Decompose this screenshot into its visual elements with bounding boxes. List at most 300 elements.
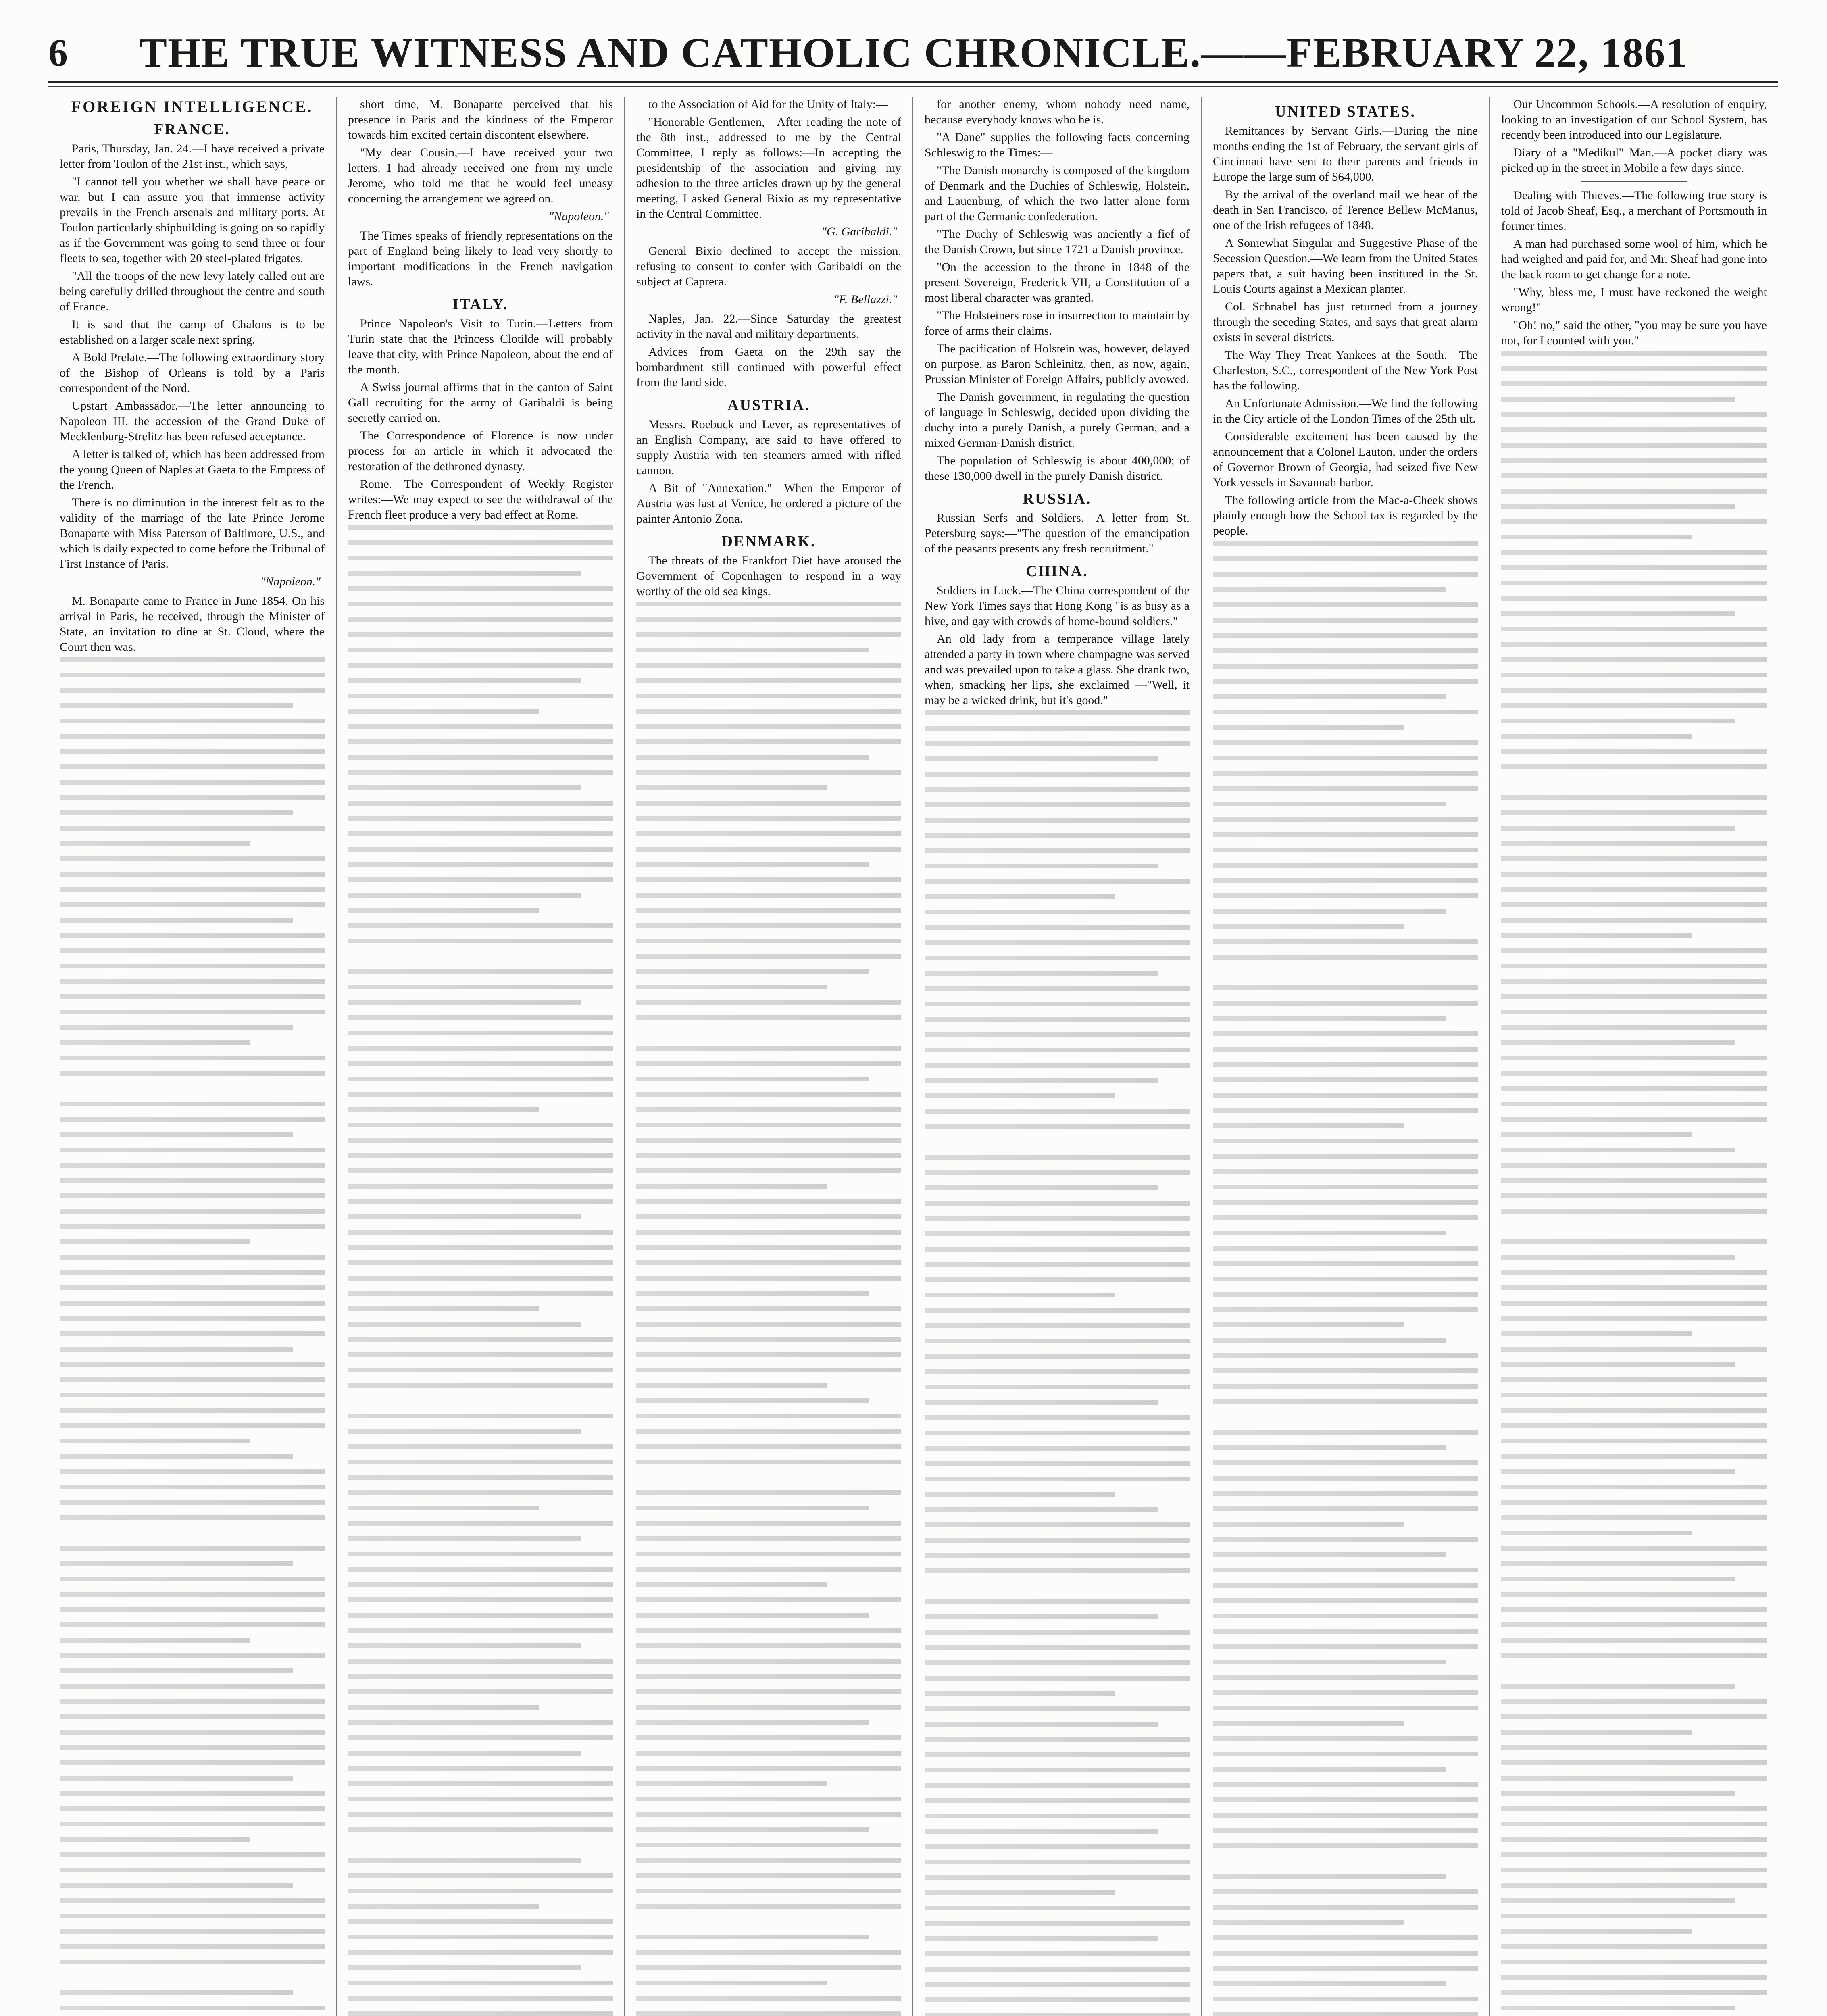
text-line bbox=[1501, 458, 1767, 463]
text-line bbox=[1501, 1944, 1767, 1949]
text-line bbox=[636, 1720, 869, 1725]
text-line bbox=[348, 1843, 613, 1847]
text-line bbox=[925, 1798, 1190, 1803]
text-line bbox=[636, 816, 901, 821]
text-line bbox=[1501, 1485, 1767, 1489]
text-line bbox=[1501, 810, 1767, 815]
article-paragraph: "Why, bless me, I must have reckoned the weight wrong!" bbox=[1501, 285, 1767, 314]
section-heading: FOREIGN INTELLIGENCE. bbox=[71, 98, 313, 116]
text-line bbox=[636, 1337, 901, 1342]
text-line bbox=[1213, 1874, 1446, 1879]
article-paragraph: to the Association of Aid for the Unity of Italy:— bbox=[648, 98, 888, 111]
text-line bbox=[60, 719, 325, 723]
text-line bbox=[636, 1352, 901, 1357]
text-line bbox=[348, 525, 613, 530]
text-line bbox=[1501, 1071, 1767, 1076]
column-5 bbox=[1202, 97, 1490, 2016]
text-line bbox=[1501, 872, 1767, 877]
text-line bbox=[348, 1352, 613, 1357]
text-line bbox=[925, 925, 1190, 930]
text-line bbox=[60, 1270, 325, 1275]
article-paragraph: "The Danish monarchy is composed of the kingdom of Denmark and the Duchies of Schleswig, Holstein, and Lauenburg, of which the two latter alone form part of the Germanic confederation. bbox=[925, 164, 1190, 223]
article-paragraph: The population of Schleswig is about 400,000; of these 130,000 dwell in the purely Danish district. bbox=[925, 454, 1190, 483]
text-line bbox=[348, 1245, 613, 1250]
text-line bbox=[1213, 2012, 1478, 2016]
column-divider-rule bbox=[1581, 181, 1687, 182]
text-line bbox=[348, 694, 613, 698]
text-line bbox=[1501, 1914, 1767, 1918]
text-line bbox=[925, 1982, 1190, 1987]
text-line bbox=[925, 1997, 1190, 2002]
text-line bbox=[348, 1628, 613, 1633]
text-line bbox=[1213, 1154, 1478, 1159]
text-line bbox=[1501, 1056, 1767, 1060]
text-line bbox=[1213, 1001, 1478, 1006]
text-line bbox=[60, 1255, 325, 1260]
text-line bbox=[1213, 1231, 1446, 1235]
text-line bbox=[925, 1752, 1190, 1757]
text-line bbox=[1501, 1224, 1767, 1229]
text-line bbox=[1501, 734, 1692, 739]
text-line bbox=[60, 1393, 325, 1397]
text-line bbox=[60, 964, 325, 968]
text-line bbox=[1213, 1966, 1478, 1971]
text-line bbox=[348, 1077, 613, 1081]
text-line bbox=[1501, 1515, 1767, 1520]
text-line bbox=[1213, 1460, 1478, 1465]
text-line bbox=[1501, 1239, 1767, 1244]
column-1 bbox=[48, 97, 337, 2016]
text-line bbox=[1213, 1322, 1404, 1327]
text-line bbox=[348, 954, 613, 959]
text-line bbox=[925, 1783, 1190, 1788]
article-paragraph: short time, M. Bonaparte perceived that his presence in Paris and the kindness of the Emperor towards him excited certain discontent elsewhere. bbox=[348, 98, 613, 142]
text-line bbox=[348, 1705, 539, 1710]
text-line bbox=[1213, 1353, 1478, 1358]
text-line bbox=[60, 703, 293, 708]
text-line bbox=[348, 1107, 539, 1112]
text-line bbox=[1213, 1261, 1478, 1266]
text-line bbox=[1501, 427, 1767, 432]
text-line bbox=[636, 801, 901, 806]
text-line bbox=[60, 841, 250, 846]
text-line bbox=[925, 1400, 1158, 1405]
text-line bbox=[636, 877, 901, 882]
article-paragraph: Remittances by Servant Girls.—During the nine months ending the 1st of February, the servant girls of Cincinnati have sent to their parents and friends in Europe the large sum of $64,000. bbox=[1213, 124, 1478, 183]
text-line bbox=[348, 1567, 613, 1572]
text-line bbox=[925, 1921, 1190, 1926]
article-paragraph: Prince Napoleon's Visit to Turin.—Letters from Turin state that the Princess Clotilde will probably leave that city, with Prince Napoleon, about the end of the month. bbox=[348, 317, 613, 376]
text-line bbox=[348, 1643, 581, 1648]
text-line bbox=[1501, 764, 1767, 769]
text-line bbox=[925, 1032, 1190, 1037]
article-paragraph: General Bixio declined to accept the mission, refusing to consent to confer with Garibaldi on the subject at Caprera. bbox=[636, 244, 901, 288]
text-line bbox=[60, 1316, 325, 1321]
text-line bbox=[348, 1260, 613, 1265]
text-line bbox=[348, 770, 613, 775]
text-line bbox=[925, 1768, 1190, 1772]
signature-line: "F. Bellazzi." bbox=[833, 293, 897, 306]
text-line bbox=[636, 694, 901, 698]
text-line bbox=[348, 1184, 613, 1189]
text-line bbox=[60, 764, 325, 769]
subsection-heading: FRANCE. bbox=[154, 121, 230, 138]
text-line bbox=[1501, 841, 1767, 846]
text-line bbox=[636, 1827, 869, 1832]
text-line bbox=[925, 1630, 1190, 1635]
text-line bbox=[925, 1522, 1190, 1527]
text-line bbox=[1501, 1454, 1767, 1459]
article-paragraph: Considerable excitement has been caused by the announcement that a Colonel Lauton, under the orders of Governor Brown of Georgia, had seized five New York vessels in Savannah harbor. bbox=[1213, 430, 1478, 489]
text-line bbox=[636, 1306, 901, 1311]
text-line bbox=[1501, 1622, 1767, 1627]
text-line bbox=[636, 1674, 901, 1679]
text-line bbox=[636, 770, 901, 775]
text-line bbox=[1501, 2006, 1735, 2010]
text-line bbox=[348, 739, 613, 744]
text-line bbox=[1501, 1868, 1767, 1872]
article-paragraph: Advices from Gaeta on the 29th say the bombardment still continued with powerful effect from the land side. bbox=[636, 345, 901, 389]
text-line bbox=[636, 1245, 901, 1250]
text-line bbox=[1213, 1736, 1478, 1741]
text-line bbox=[60, 1806, 325, 1811]
text-line bbox=[925, 1737, 1190, 1742]
text-line bbox=[348, 1659, 613, 1664]
header-rule-thin bbox=[48, 86, 1778, 87]
text-line bbox=[636, 739, 901, 744]
text-line bbox=[348, 1858, 581, 1863]
article-paragraph: The Danish government, in regulating the question of language in Schleswig, decided upon dividing the duchy into a purely Danish, a purely German, and a mixed German-Danish district. bbox=[925, 390, 1190, 450]
text-line bbox=[925, 1829, 1158, 1834]
text-line bbox=[348, 1935, 613, 1939]
text-line bbox=[60, 933, 325, 938]
text-line bbox=[636, 1214, 901, 1219]
text-line bbox=[60, 1117, 325, 1122]
article-paragraph: It is said that the camp of Chalons is to be established on a larger scale next spring. bbox=[60, 318, 325, 346]
text-line bbox=[60, 1837, 250, 1842]
text-line bbox=[636, 1429, 901, 1434]
subsection-heading: UNITED STATES. bbox=[1275, 103, 1416, 120]
text-line bbox=[60, 1102, 325, 1106]
text-line bbox=[1213, 1752, 1478, 1756]
text-line bbox=[60, 1668, 293, 1673]
text-line bbox=[60, 780, 325, 785]
text-line bbox=[1213, 1767, 1446, 1772]
text-line bbox=[1501, 964, 1767, 968]
text-line bbox=[1213, 878, 1478, 883]
text-line bbox=[348, 571, 581, 576]
text-line bbox=[925, 741, 1190, 746]
text-line bbox=[636, 1582, 827, 1587]
text-line bbox=[1213, 1522, 1404, 1527]
text-line bbox=[1213, 1292, 1478, 1297]
text-line bbox=[636, 1444, 901, 1449]
text-line bbox=[636, 1812, 901, 1817]
text-line bbox=[1213, 1920, 1404, 1925]
text-line bbox=[348, 1276, 613, 1281]
text-line bbox=[1213, 1399, 1478, 1404]
text-line bbox=[1501, 1500, 1767, 1505]
text-line bbox=[348, 1046, 613, 1051]
text-line bbox=[1501, 351, 1767, 356]
text-line bbox=[1501, 1806, 1767, 1811]
text-line bbox=[636, 1291, 869, 1296]
text-line bbox=[1501, 397, 1735, 402]
text-line bbox=[348, 724, 613, 729]
text-line bbox=[1213, 1644, 1478, 1649]
article-paragraph: The Way They Treat Yankees at the South.—The Charleston, S.C., correspondent of the New York Post has the following. bbox=[1213, 348, 1478, 392]
article-paragraph: Soldiers in Luck.—The China correspondent of the New York Times says that Hong Kong "is as busy as a hive, and gay with crowds of home-bound soldiers." bbox=[925, 584, 1190, 628]
text-line bbox=[925, 756, 1158, 761]
article-paragraph: The threats of the Frankfort Diet have aroused the Government of Copenhagen to respond in a way worthy of the old sea kings. bbox=[636, 554, 901, 598]
text-line bbox=[925, 1614, 1158, 1619]
text-line bbox=[1501, 1638, 1767, 1643]
text-line bbox=[60, 1362, 325, 1367]
text-line bbox=[348, 1214, 581, 1219]
text-line bbox=[348, 877, 613, 882]
text-line bbox=[636, 831, 901, 836]
text-line bbox=[348, 1398, 613, 1403]
text-line bbox=[1501, 795, 1767, 800]
text-line bbox=[1213, 1338, 1446, 1343]
text-line bbox=[925, 1936, 1158, 1941]
text-line bbox=[60, 1760, 325, 1765]
text-line bbox=[636, 709, 901, 714]
text-line bbox=[60, 1714, 325, 1719]
text-line bbox=[1501, 703, 1767, 708]
text-line bbox=[1501, 1331, 1692, 1336]
text-line bbox=[348, 678, 581, 683]
running-title: THE TRUE WITNESS AND CATHOLIC CHRONICLE.——FEBRUARY 22, 1861 bbox=[139, 29, 1688, 76]
text-line bbox=[925, 2013, 1190, 2016]
text-line bbox=[1501, 1837, 1767, 1842]
text-line bbox=[636, 1123, 901, 1127]
article-paragraph: "The Holsteiners rose in insurrection to maintain by force of arms their claims. bbox=[925, 309, 1190, 337]
text-line bbox=[1213, 618, 1478, 623]
text-line bbox=[348, 1429, 581, 1434]
text-line bbox=[1213, 985, 1478, 990]
text-line bbox=[1501, 550, 1767, 555]
text-line bbox=[348, 785, 581, 790]
text-line bbox=[925, 1308, 1190, 1313]
text-line bbox=[348, 755, 613, 760]
article-paragraph: Dealing with Thieves.—The following true story is told of Jacob Sheaf, Esq., a merchant of Portsmouth in former times. bbox=[1501, 189, 1767, 233]
text-line bbox=[1213, 802, 1446, 806]
text-line bbox=[1213, 1675, 1478, 1680]
text-line bbox=[348, 2011, 613, 2016]
article-paragraph: "A Dane" supplies the following facts concerning Schleswig to the Times:— bbox=[925, 131, 1190, 159]
text-line bbox=[60, 1071, 325, 1076]
text-line bbox=[636, 1521, 901, 1526]
text-line bbox=[348, 985, 613, 989]
text-line bbox=[348, 709, 539, 714]
text-line bbox=[925, 726, 1190, 731]
article-paragraph: "My dear Cousin,—I have received your two letters. I had already received one from my uncle Jerome, who told me that he would feel uneasy concerning the arrangement we agreed on. bbox=[348, 146, 613, 205]
text-line bbox=[1213, 1062, 1478, 1067]
text-line bbox=[1213, 1782, 1478, 1787]
text-line bbox=[1501, 1377, 1767, 1382]
text-line bbox=[925, 1553, 1190, 1558]
text-line bbox=[1501, 1270, 1767, 1275]
text-line bbox=[348, 831, 613, 836]
text-line bbox=[60, 1944, 325, 1949]
text-line bbox=[925, 1277, 1190, 1282]
text-line bbox=[60, 856, 325, 861]
text-line bbox=[60, 1622, 325, 1627]
text-line bbox=[636, 1107, 901, 1112]
text-line bbox=[60, 887, 325, 892]
article-paragraph: "I cannot tell you whether we shall have peace or war, but I can assure you that immense activity prevails in the French arsenals and military ports. At Toulon particularly shipbuilding is going on so rapidly as if the Government was going to send three or four fleets to sea, together with 20 steel-plated frigates. bbox=[60, 175, 325, 265]
text-line bbox=[60, 1025, 293, 1030]
text-line bbox=[636, 1965, 901, 1970]
text-line bbox=[1213, 1690, 1478, 1695]
text-line bbox=[925, 1599, 1190, 1604]
text-line bbox=[1213, 893, 1478, 898]
article-paragraph: Rome.—The Correspondent of Weekly Register writes:—We may expect to see the withdrawal of the French fleet produce a very bad effect at Rome. bbox=[348, 477, 613, 521]
text-line bbox=[348, 1827, 613, 1832]
text-line bbox=[60, 1301, 325, 1306]
text-line bbox=[1213, 541, 1478, 546]
text-line bbox=[1501, 826, 1735, 831]
text-line bbox=[1501, 596, 1767, 601]
text-line bbox=[348, 1536, 581, 1541]
text-line bbox=[60, 1515, 325, 1520]
text-line bbox=[60, 1929, 325, 1934]
text-line bbox=[348, 1337, 613, 1342]
text-line bbox=[1213, 679, 1478, 684]
text-line bbox=[1213, 1016, 1446, 1021]
text-line bbox=[925, 879, 1190, 884]
text-line bbox=[1501, 1607, 1767, 1612]
text-line bbox=[348, 908, 539, 913]
text-line bbox=[348, 1368, 613, 1372]
text-line bbox=[925, 1247, 1190, 1252]
text-line bbox=[1501, 688, 1767, 693]
article-paragraph: The following article from the Mac-a-Cheek shows plainly enough how the School tax is regarded by the people. bbox=[1213, 494, 1478, 537]
text-line bbox=[60, 1239, 250, 1244]
text-line bbox=[1501, 1561, 1767, 1566]
text-line bbox=[348, 1153, 613, 1158]
text-line bbox=[1501, 1852, 1767, 1857]
article-paragraph: "On the accession to the throne in 1848 of the present Sovereign, Frederick VII, a Constitution of a most liberal character was granted. bbox=[925, 260, 1190, 304]
text-line bbox=[636, 1368, 901, 1372]
text-line bbox=[1213, 1981, 1446, 1986]
text-line bbox=[60, 1485, 325, 1489]
text-line bbox=[1501, 1592, 1767, 1597]
text-line bbox=[1501, 1714, 1767, 1719]
text-line bbox=[636, 1184, 827, 1189]
text-line bbox=[925, 1048, 1190, 1052]
article-paragraph: A Somewhat Singular and Suggestive Phase of the Secession Question.—We learn from the United States papers that, a suit having been instituted in the St. Louis Courts against a Mexican planter. bbox=[1213, 236, 1478, 296]
text-line bbox=[1213, 848, 1478, 852]
text-line bbox=[60, 1883, 293, 1888]
text-line bbox=[636, 1981, 827, 1985]
text-line bbox=[1213, 633, 1478, 638]
text-line bbox=[925, 1201, 1190, 1206]
article-paragraph: "All the troops of the new levy lately called out are being carefully drilled throughout the centre and south of France. bbox=[60, 269, 325, 313]
article-paragraph: "Oh! no," said the other, "you may be sure you have not, for I counted with you." bbox=[1501, 319, 1767, 347]
text-line bbox=[1501, 657, 1767, 662]
text-line bbox=[1213, 970, 1478, 975]
article-paragraph: By the arrival of the overland mail we hear of the death in San Francisco, of Terence Bellew McManus, one of the Irish refugees of 1848. bbox=[1213, 188, 1478, 232]
text-line bbox=[1213, 648, 1478, 653]
text-line bbox=[1213, 1660, 1446, 1664]
text-line bbox=[1213, 1568, 1478, 1572]
text-line bbox=[60, 1730, 325, 1735]
text-line bbox=[348, 1919, 613, 1924]
text-line bbox=[1213, 909, 1446, 914]
text-line bbox=[636, 1628, 901, 1633]
text-line bbox=[1501, 1745, 1767, 1750]
text-line bbox=[1213, 1077, 1478, 1082]
text-line bbox=[636, 1904, 901, 1909]
text-line bbox=[1501, 1316, 1767, 1321]
text-line bbox=[636, 2011, 901, 2016]
text-line bbox=[348, 1322, 581, 1327]
article-paragraph: Col. Schnabel has just returned from a journey through the seceding States, and says that great alarm exists in several districts. bbox=[1213, 300, 1478, 344]
text-line bbox=[1501, 994, 1767, 999]
text-line bbox=[1213, 771, 1478, 776]
text-line bbox=[60, 1960, 325, 1964]
text-line bbox=[636, 1031, 901, 1035]
text-line bbox=[925, 1477, 1190, 1481]
text-line bbox=[1501, 1684, 1735, 1689]
text-line bbox=[1501, 673, 1767, 677]
text-line bbox=[925, 1951, 1190, 1956]
text-line bbox=[1213, 1414, 1478, 1419]
text-line bbox=[1501, 519, 1767, 524]
text-line bbox=[1501, 1531, 1692, 1535]
text-line bbox=[1501, 489, 1767, 494]
text-line bbox=[1501, 1255, 1735, 1260]
text-line bbox=[925, 1185, 1158, 1190]
text-line bbox=[636, 632, 901, 637]
text-line bbox=[1501, 611, 1735, 616]
text-line bbox=[1501, 902, 1767, 907]
text-line bbox=[60, 1791, 325, 1796]
header-rule bbox=[48, 81, 1778, 83]
text-line bbox=[636, 1414, 901, 1418]
subsection-heading: RUSSIA. bbox=[1023, 490, 1092, 507]
text-line bbox=[1501, 933, 1692, 938]
body-text-texture bbox=[1213, 541, 1478, 2016]
text-line bbox=[925, 802, 1190, 807]
text-line bbox=[1213, 740, 1478, 745]
text-line bbox=[348, 1597, 613, 1602]
text-line bbox=[1213, 786, 1478, 791]
text-line bbox=[925, 1109, 1190, 1114]
text-line bbox=[1213, 556, 1478, 561]
text-line bbox=[348, 816, 613, 821]
text-line bbox=[60, 1056, 325, 1060]
text-line bbox=[1501, 1898, 1735, 1903]
text-line bbox=[1213, 1552, 1446, 1557]
text-line bbox=[348, 1199, 613, 1204]
text-line bbox=[60, 1040, 250, 1045]
text-line bbox=[636, 1230, 901, 1235]
text-line bbox=[636, 847, 901, 852]
text-line bbox=[348, 939, 613, 943]
text-line bbox=[925, 1890, 1115, 1895]
subsection-heading: AUSTRIA. bbox=[727, 397, 810, 414]
text-line bbox=[636, 1153, 901, 1158]
text-line bbox=[636, 1950, 901, 1955]
text-line bbox=[925, 1231, 1190, 1236]
text-line bbox=[636, 724, 901, 729]
text-line bbox=[60, 994, 325, 999]
text-line bbox=[1501, 1960, 1767, 1964]
body-text-texture bbox=[60, 657, 325, 2016]
